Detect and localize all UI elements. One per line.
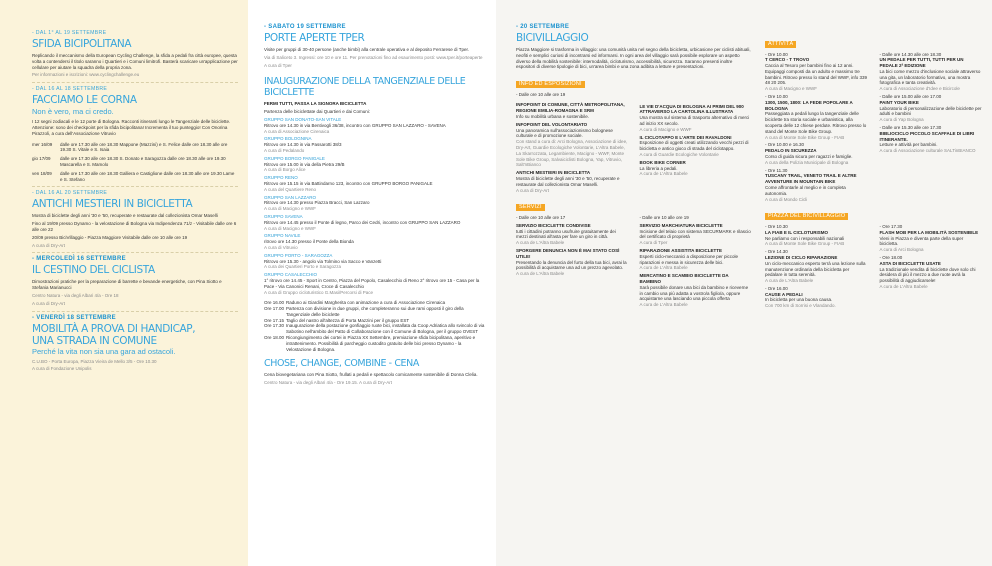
column-middle [248, 0, 496, 566]
schedule-time: Ore 17.00 [264, 306, 285, 312]
item-desc: Esposizione di oggetti creati utilizzando vecchi pezzi di bicicletta e antico gioco di strada del ciclotappo. [639, 140, 749, 152]
section-credit: A cura di Fondazione Unipolis [32, 366, 92, 372]
section-subtitle: Perché la vita non sia una gara ad ostacoli. [32, 346, 176, 356]
group-credit: A cura di Associazione Cirenaica [264, 128, 330, 134]
section-location: Via di Saliceto 3. Ingressi: ore 10 e ore 11. Per prenotazioni fino ad esaurimento posti: www.tper.it/porteaperte [264, 54, 483, 60]
item-credit: A cura de L'Altra Babele [516, 271, 565, 277]
servizi-right [640, 215, 752, 310]
item-credit: A cura de L'Altra Babele [639, 265, 688, 271]
schedule-text: dalle ore 17.30 alle ore 18.30 Mappone (Mazzini) e S. Felice dalle ore 18.30 alle ore 19.30 S. Vitale e S. Isaia [60, 141, 228, 153]
item-title: PEDALO IN SICUREZZA [765, 148, 817, 154]
group-item [264, 136, 488, 153]
group-credit: A cura di Pedalando [264, 147, 305, 153]
column-left [0, 0, 248, 566]
schedule-row [264, 335, 488, 352]
attivita-right [880, 52, 983, 205]
item-title: RIPARAZIONE ASSISTITA BICICLETTE [639, 247, 723, 253]
section-title: PORTE APERTE TPER [264, 32, 365, 44]
section-porte-aperte [264, 24, 488, 68]
schedule-time: Ore 17.30 [264, 323, 285, 329]
item-credit: A cura della Polizia Municipale di Bologna [765, 159, 849, 165]
group-name: GRUPPO SAN DONATO-SAN VITALE [264, 116, 342, 122]
date-label: - SABATO 19 SETTEMBRE [264, 24, 346, 30]
item-title: T CERCO - T TROVO [765, 57, 810, 63]
time-label: - Ore 16.00 [765, 285, 788, 291]
attivita-tag: ATTIVITÀ [765, 41, 796, 48]
schedule-row [264, 323, 488, 335]
servizi-left [516, 215, 628, 310]
divider [32, 252, 238, 253]
schedule-row [32, 171, 238, 183]
info-left [516, 92, 628, 196]
program-schedule [264, 300, 488, 352]
schedule-text: Inaugurazione della postazione gonfiaggio ruote bici, installata da Coop Adriatica allo svincolo di via Sabotino nell'ambito del Patto di Collaborazione con il Comune di Bologna, per il gruppo OVEST [286, 323, 485, 335]
group-item [264, 156, 488, 173]
piazza-tag: PIAZZA DEL BICIVILLAGGIO [765, 213, 848, 220]
group-credit: A cura dei Quartieri Porto e Saragozza [264, 264, 342, 270]
item-desc: La bici come mezzo d'inclusione sociale attraverso una gita, un laboratorio formativo, una mostra fotografica e tanta creatività. [879, 68, 981, 86]
schedule-time: Ore 16.00 [264, 300, 285, 306]
group-text: Ritrovo ore 14.30 in via Passarotti 38/3 [264, 142, 342, 148]
section-lead: FERMI TUTTI, PASSA LA SIGNORA BICICLETTA [264, 101, 367, 107]
item-title: INFOPOINT DEL VOLONTARIATO [516, 121, 588, 127]
item-title: IL CICLOTAPPO E L'ARTE DEI RAVALDONI [639, 134, 732, 140]
item-title: FLASH MOB PER LA MOBILITÀ SOSTENIBILE [879, 229, 979, 235]
schedule-day: gio 17/09 [32, 156, 51, 162]
piazza-right [880, 224, 983, 311]
time-label: - Dalle ore 10 alle ore 19 [639, 214, 689, 220]
item-desc: In bicicletta per una buona causa. [765, 297, 833, 303]
section-title: ANTICHI MESTIERI IN BICICLETTA [32, 198, 193, 211]
divider [32, 186, 238, 187]
section-subtitle: Non è vero, ma ci credo. [32, 107, 114, 117]
section-cena [264, 358, 488, 386]
schedule-text: Raduno ai Giardini Margherita con animazione a cura di Associazione Cirenaica [286, 300, 446, 306]
group-item [264, 272, 488, 295]
section-credit: A cura di Tper [264, 62, 292, 68]
item-credit: A cura de L'Altra Babele [516, 240, 565, 246]
item-title: SERVIZIO MARCHIATURA BICICLETTE [639, 222, 723, 228]
date-label: - 20 SETTEMBRE [516, 24, 570, 30]
item-desc: La tradizionale vendita di biciclette dove solo chi desidera di più il mezzo a due ruote avrà la possibilità di aggiudicarsele! [879, 266, 976, 284]
servizi-tag: SERVIZI [516, 204, 545, 211]
item-credit: A cura di Monte Sole Bike Group - FIAB [765, 241, 845, 247]
schedule-text: Taglio del nastro all'altezza di Porta Mazzini per il gruppo EST [286, 317, 410, 323]
section-title: SFIDA BICIPOLITANA [32, 38, 132, 50]
section-cestino [32, 256, 238, 306]
section-title: IL CESTINO DEL CICLISTA [32, 264, 155, 277]
divider [32, 82, 238, 83]
item-desc: Corso di guida sicura per ragazzi e famiglie. [765, 154, 853, 160]
item-title: SPORGERE DENUNCIA NON È MAI STATO COSÌ UTILE! [516, 247, 620, 259]
item-title: LA FIAB E IL CICLOTURISMO [765, 229, 828, 235]
group-text: Ritrovo ore 14.30 in via Bentivogli 36/38, incontro con GRUPPO SAN LAZZARO - SAVENA [264, 122, 446, 128]
item-desc: Sarà possibile donare una bici da bambino e riceverne in cambio una più adatta a vostro/a figlio/a, oppure acquistarne una lasciando una piccola offerta [639, 284, 749, 302]
item-credit: A cura di Guardie Ecologiche Volontarie [639, 152, 719, 158]
group-list [264, 117, 488, 295]
item-title: PAINT YOUR BIKE [879, 99, 919, 105]
item-title: LE VIE D'ACQUA DI BOLOGNA AI PRIMI DEL 900 ATTRAVERSO LA CARTOLINA ILLUSTRATA [639, 103, 744, 115]
section-title: BICIVILLAGGIO [516, 32, 589, 44]
item-credit: A cura de L'Altra Babele [639, 171, 688, 177]
group-item [264, 175, 488, 192]
item-credit: Con 700 km di Sorrisi e Vlandando. [765, 303, 836, 309]
item-title: TUSCANY TRAIL, VENETO TRAIL E ALTRE AVVENTURE IN MOUNTAIN BIKE [765, 173, 857, 185]
group-item [264, 253, 488, 270]
schedule-row [32, 142, 238, 154]
time-label: - Ore 18.00 [879, 254, 903, 260]
group-item [264, 214, 488, 231]
group-credit: A cura di Gruppo cicloturistico G.Masi/Percorsi di Pace [264, 289, 374, 295]
group-text: Ritrovo ore 15.00 in via della Pietra 29/B [264, 161, 345, 167]
item-credit: A cura de L'Altra Babele [765, 278, 814, 284]
time-label: - Dalle ore 15.00 alle ore 17.00 [879, 94, 942, 100]
item-desc: Laboratorio di personalizzazione delle biciclette per adulti e bambini [879, 105, 982, 117]
item-credit: A cura di Arci Bologna [879, 247, 924, 253]
section-location: Centro Natura - via degli Albari 4/a - Ore 18 [32, 292, 119, 298]
item-credit: A cura di Mondo Cicli [765, 196, 808, 202]
group-text: Ritrovo ore 14.45 presso il Ponte di legno, Parco dei Cedri, incontro con GRUPPO SAN LAZZARO [264, 219, 461, 225]
info-right [640, 92, 752, 196]
item-desc: Caccia al Tesoro per bambini fino ai 12 anni. Equipaggi composti da un adulto e massimo tre bambini. Ritrovo presso lo stand del WWF, info 339 48 20 205. [765, 63, 868, 86]
group-text: ritrovo ore 14.30 presso il Ponte della Bionda [264, 239, 354, 245]
item-desc: Come affrontarle al meglio e in completa autonomia. [765, 185, 846, 196]
group-item [264, 117, 488, 134]
section-sfida [32, 30, 238, 78]
group-credit: A cura di Macigno e WWF [264, 225, 317, 231]
group-credit: A cura di Macigno e WWF [264, 206, 317, 212]
group-credit: A cura di Borgo Alice [264, 167, 306, 173]
schedule-row [264, 306, 488, 318]
time-label: - Ore 17.30 [879, 223, 903, 229]
item-title: BOOK BIKE CORNER [639, 159, 686, 165]
time-label: - Dalle ore 15.30 alle ore 17.30 [879, 125, 942, 131]
item-desc: tutti i cittadini potranno usufruire gratuitamente dei mezzi destinati all'asta per fare un giro in città. [516, 228, 616, 240]
date-label: - DAL 16 AL 18 SETTEMBRE [32, 86, 108, 93]
time-label: - Ore 14.30 [765, 249, 788, 255]
section-title: UNA STRADA IN COMUNE [32, 334, 157, 347]
group-text: 1° ritrovo ore 14.45 - Sport in Centro, Piazza del Popolo, Casalecchio di Reno 2° ritrovo ore 15 - Casa per la Pace - Via Canonici Renani, Croce di Casalecchio [264, 277, 480, 289]
group-name: GRUPPO SAVENA [264, 213, 303, 219]
section-mobilita [32, 315, 238, 373]
column-right [496, 0, 992, 566]
section-antichi-mestieri [32, 190, 238, 248]
item-desc: Una panoramica sull'associazionismo bolognese culturale e di promozione sociale. [516, 127, 613, 139]
section-credit: A cura di Dry-Art [32, 242, 66, 248]
time-label: - Dalle ore 10 alle ore 17 [516, 214, 566, 220]
group-credit: A cura di Vitruvio [264, 244, 298, 250]
item-credit: A cura di Monte Sole Bike Group - FIAB [765, 134, 845, 140]
schedule-day: mer 16/09 [32, 141, 53, 147]
schedule-text: Partenza con divisione in due gruppi, che completeranno sui due rami opposti il giro della Tangenziale delle biciclette [286, 306, 464, 317]
group-name: GRUPPO SAN LAZZARO [264, 194, 317, 200]
item-desc: Incisione del telaio con sistema SECURMARK e rilascio del certificato di proprietà [639, 228, 751, 240]
item-desc: Esperti ciclo-meccanici a disposizione per piccole riparazioni e messa in sicurezza delle bici. [639, 253, 739, 265]
group-text: Ritrovo ore 15.15 in via Battindarno 123, incontro con GRUPPO BORGO PANIGALE [264, 180, 433, 186]
item-title: SERVIZIO BICICLETTE CONDIVISE [516, 222, 591, 228]
section-corna [32, 86, 238, 182]
section-intro: Piazza Maggiore si trasforma in villaggio: una comunità unita nel segno della bicicletta, urbicasione per ciclisti abituali, neofiti e semplici curiosi di incontrarsi ed informarsi. In ogni area del villaggio sarà possibile esplorare un aspetto diverso della mobilità sostenibile: internodalità, ciclo​turismo, accessibilità, sicurezza. Saranno presenti inoltre espositori di diverse tipologie di bici, un'area bimbi e una zona adibita a letture e presentazioni. [516, 47, 751, 70]
item-desc: Passeggiata a pedali lungo la tangenziale delle biciclette tra storia sociale e urbanistica, alla scoperta delle 12 chiese perdute. Ritrovo presso lo stand del Monte Sole Bike Group. [765, 111, 867, 134]
date-label: - DAL 16 AL 20 SETTEMBRE [32, 190, 108, 197]
piazza-left [765, 224, 868, 311]
section-body: I 12 segni zodiacali e le 12 porte di Bologna. Racconti itineranti lungo le Tangenziale delle biciclette. Attenzione: sono dei checkpoint per la sfida bicipolitana! Incrementa il tuo punteggio! Con Onorina Pirazzoli, a cura dell'Associazione Vitruvio [32, 119, 231, 136]
schedule-time: Ore 18.00 [264, 335, 285, 341]
attivita-left [765, 52, 868, 205]
schedule-time: Ore 17.15 [264, 317, 285, 323]
group-name: GRUPPO NAVILE [264, 233, 301, 239]
item-desc: Una mostra sul sistema di trasporto alternativo di merci ad inizio XX secolo. [639, 115, 750, 127]
item-title: UN PEDALE PER TUTTI, TUTTI PER UN PEDALE 2ª EDIZIONE [879, 57, 964, 69]
item-desc: Letture e attività per bambini. [879, 142, 938, 148]
item-credit: A cura de L'Altra Babele [639, 302, 688, 308]
section-title: FACCIAMO LE CORNA [32, 94, 137, 107]
time-label: - Ore 10.30 [765, 223, 788, 229]
group-text: Ritrovo ore 14.30 presso Piazza Bracci, San Lazzaro [264, 200, 370, 206]
section-info: Per informazioni e iscrizioni: www.cyclingchallenge.eu [32, 72, 140, 78]
section-location: C.U.BO - Porta Europa, Piazza Vieira de Mello 3/5 - Ore 10.30 [32, 358, 157, 364]
item-desc: Presentando la denuncia del furto della tua bici, avrai la possibilità di acquistarne una ad un prezzo agevolato. [516, 259, 627, 271]
section-body: Replicando il meccanismo della European Cycling Challenge, la sfida a pedali fra città europee, questa volta a contendersi il titolo saranno i Quartieri e i Comuni limitrofi. Basterà scaricare un'applicazione per cellulare per aiutare la squadra della propria zona. [32, 53, 238, 70]
section-title: MOBILITÀ A PROVA DI HANDICAP, [32, 322, 196, 335]
time-label: - Ore 10.00 [765, 94, 788, 100]
schedule-text: dalle ore 17.30 alle ore 18.30 S. Donato e Saragozza dalle ore 18.30 alle ore 19.30 Mascarella e S. Mamolo [60, 156, 226, 167]
item-credit: A cura di Macigno e WWF [765, 86, 818, 92]
item-credit: A cura de L'Altra Babele [879, 283, 928, 289]
item-title: LEZIONE DI CICLO RIPARAZIONE [765, 254, 838, 260]
section-title: INAUGURAZIONE DELLA TANGENZIALE DELLE BICICLETTE [264, 76, 466, 99]
time-label: - Dalle ore 14.30 alle ore 18.30 [879, 51, 942, 57]
item-credit: A cura di Associazione d'Idee e Bicircole [879, 86, 960, 92]
item-title: 1300, 1500, 1800: LA FEDE POPOLARE A BOLOGNA [765, 99, 853, 111]
item-credit: A cura di Yap Bologna [879, 117, 924, 123]
section-body: Mostra di biciclette degli anni '30 e '50, recuperate e restaurate dal collezionista Omar Maselli [32, 213, 218, 219]
group-credit: A cura del Quartiere Reno [264, 186, 317, 192]
group-name: GRUPPO RENO [264, 175, 298, 181]
section-credit: A cura di Dry-Art [32, 300, 66, 306]
item-title: MERCATINO E SCAMBIO BICICLETTE DA BAMBINO [639, 273, 729, 284]
item-desc: Vieni in Piazza e diventa parte della super bicicletta. [879, 235, 964, 247]
item-credit: A cura di Macigno e WWF [639, 126, 692, 132]
time-label: - Ore 11.30 [765, 167, 788, 173]
bicivillaggio-main [516, 24, 751, 311]
date-label: - DAL 1° AL 19 SETTEMBRE [32, 30, 107, 36]
group-name: GRUPPO PORTO - SARAGOZZA [264, 252, 333, 258]
group-name: GRUPPO BOLOGNINA [264, 136, 312, 142]
time-label: - Ore 10.00 [765, 51, 788, 57]
info-tag: INFO ED ESPOSIZIONI [516, 81, 585, 88]
section-body: Fino al 19/09 presso Dynamo - la velostazione di Bologna via Indipendenza 71/z - Visitabile dalle ore 6 alle ore 22 [32, 221, 237, 232]
item-credit: Con stand a cura di: Arci Bologna, Associazione di idee, Dry-Art, Guardie Ecologiche Volontarie, L'Altra Babele, La Skarrozzata, Legambiente, Macigno - WWF, Monte Sole Bike Group, Salvaiciclisti Bologna, Yap, Vitruvio, Salt'nBianco [516, 139, 628, 168]
group-item [264, 233, 488, 250]
section-body: Visite per gruppi di 30-40 persone (anche bimbi) alla centrale operativa e al deposito Ferrarese di Tper. [264, 47, 469, 52]
item-title: INFOPOINT DI COMUNE, CITTÀ METROPOLITANA, REGIONE EMILIA-ROMAGNA E SRM [516, 102, 625, 114]
group-text: Ritrovo ore 15.30 - angolo via Tolmino via Sacco e Vanzetti [264, 258, 382, 264]
schedule-text: Ricongiungimento dei cortei in Piazza XX Settembre, premiazione sfida bicipolitana, aperitivo e intrattenimento. Possibilità di parcheggio custodito gratuito delle bici presso Dynamo - la Velostazione di Bologna. [286, 335, 476, 352]
section-title: CHOSE, CHANGE, COMBINE - CENA [264, 358, 419, 370]
section-inaugurazione [264, 76, 488, 352]
schedule-text: dalle ore 17.30 alle ore 18.30 Galliera e Castiglione dalle ore 18.30 alle ore 19.30 Lame e S. Stefano [60, 170, 235, 182]
item-title: ANTICHI MESTIERI IN BICICLETTA [516, 170, 591, 176]
section-body: Cena bioveget​ariana con Pina Siotto, frullati a pedali e spettacolo comicamente sostenibile di Donna Clelia. [264, 372, 478, 378]
time-label: - Ore 10.00 e 16.30 [765, 142, 805, 148]
date-label: - VENERDÌ 18 SETTEMBRE [32, 314, 116, 321]
date-label: - MERCOLEDÌ 16 SETTEMBRE [32, 256, 126, 263]
time-label: - Dalle ore 10 alle ore 19 [516, 91, 566, 97]
item-title: ASTA DI BICICLETTE USATE [879, 260, 941, 266]
item-credit: A cura di Dry-Art [516, 187, 550, 193]
item-title: CAUSE A PEDALI [765, 291, 803, 297]
section-location: Centro Natura - via degli Albari 4/a - Ore 19.15. A cura di Dry-Art [264, 380, 393, 386]
item-desc: Info su mobilità urbana e sostenibile. [516, 114, 590, 120]
group-name: GRUPPO BORGO PANIGALE [264, 155, 325, 161]
item-desc: Un ciclo-meccanico esperto terrà una lezione sulla manutenzione ordinaria della bicicletta per pedalare in tutta serenità. [765, 260, 866, 278]
bicivillaggio-side [765, 24, 982, 311]
group-name: GRUPPO CASALECCHIO [264, 272, 318, 278]
schedule-row [32, 156, 238, 168]
section-lead-sub: Partenza delle biciclettate dai Quartieri e dai Comuni: [264, 109, 371, 115]
item-desc: La libreria a pedali. [639, 165, 678, 171]
item-credit: A cura di Associazione culturale SALTinBIANCO [879, 148, 976, 154]
divider [32, 311, 238, 312]
group-item [264, 195, 488, 212]
item-desc: Ne parliamo con i responsabili nazionali [765, 235, 845, 241]
item-credit: A cura di Tper [639, 240, 668, 246]
item-desc: Mostra di biciclette degli anni '30 e '50, recuperate e restaurate dal collezionista Omar Maselli. [516, 176, 620, 187]
section-body: Dimostrazioni pratiche per la preparazione di barrette e bevande energetiche, con Pina Siotto e Stefania Marianucci [32, 279, 222, 291]
schedule-day: ven 18/09 [32, 170, 52, 176]
item-title: BIBLIOCICLO PICCOLO SCAFFALE DI LIBRI ITINERANTE. [879, 130, 975, 142]
section-body: 20/09 presso BiciVillaggio - Piazza Maggiore Visitabile dalle ore 10 alle ore 19 [32, 234, 188, 240]
